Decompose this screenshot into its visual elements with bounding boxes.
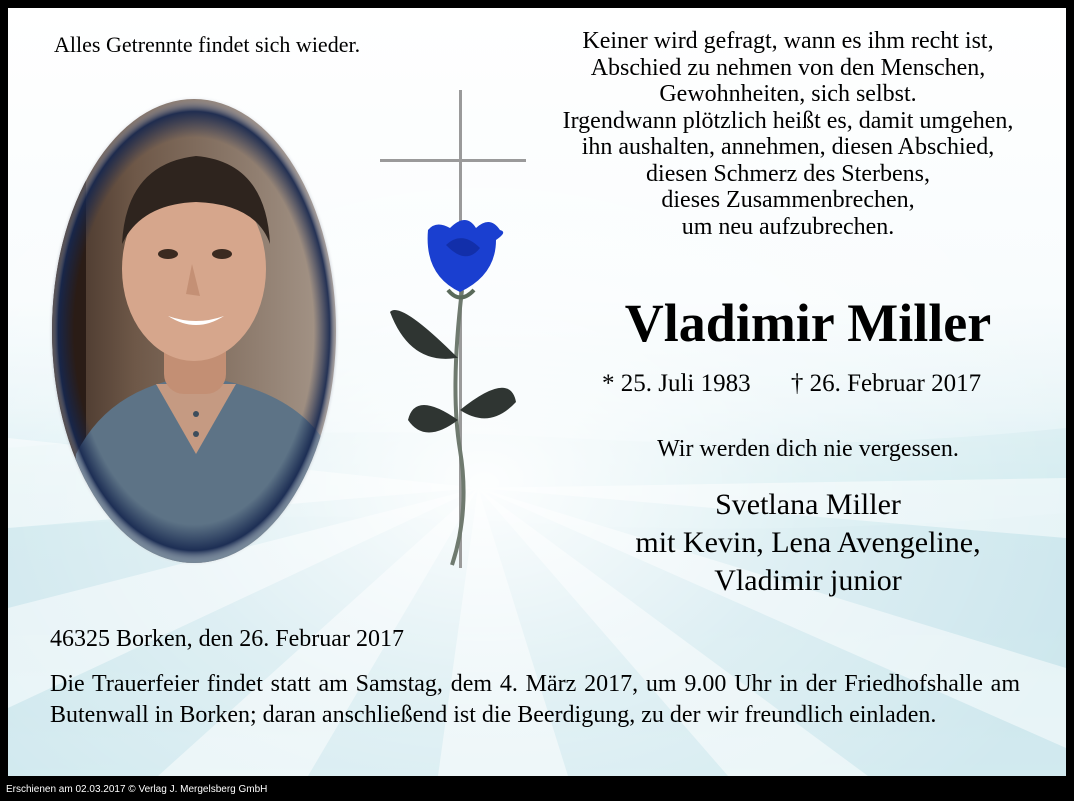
poem-line: ihn aushalten, annehmen, diesen Abschied, [581,134,995,160]
poem-line: Keiner wird gefragt, wann es ihm recht ist, [582,28,994,54]
obituary-notice [8,8,1066,776]
ceremony-details: Die Trauerfeier findet statt am Samstag, dem 4. März 2017, um 9.00 Uhr in der Friedhofshalle am Butenwall in Borken; daran anschließend ist die Beerdigung, zu der wir freundlich einladen. [50,671,1020,728]
opening-quote: Alles Getrennte findet sich wieder. [54,32,361,57]
poem-line: Irgendwann plötzlich heißt es, damit umgehen, [562,107,1014,134]
poem [528,28,1048,240]
poem-line: Abschied zu nehmen von den Menschen, [590,54,986,81]
deceased-name: Vladimir Miller [624,293,992,353]
poem-line: dieses Zusammenbrechen, [661,187,915,213]
place-and-date: 46325 Borken, den 26. Februar 2017 [50,626,404,652]
death-date: † 26. Februar 2017 [790,370,982,397]
portrait-photo [46,94,342,568]
birth-date: * 25. Juli 1983 [602,370,751,397]
life-dates [602,370,981,398]
family-names [568,486,1048,600]
poem-line: um neu aufzubrechen. [681,213,895,240]
publication-credit: Erschienen am 02.03.2017 © Verlag J. Mergelsberg GmbH [6,784,268,795]
family-line: Vladimir junior [714,564,902,597]
farewell-line: Wir werden dich nie vergessen. [657,436,959,462]
family-line: Svetlana Miller [715,488,901,521]
poem-line: diesen Schmerz des Sterbens, [646,160,930,187]
cross-and-rose-illustration [380,90,540,580]
poem-line: Gewohnheiten, sich selbst. [659,81,917,107]
family-line: mit Kevin, Lena Avengeline, [635,526,981,559]
